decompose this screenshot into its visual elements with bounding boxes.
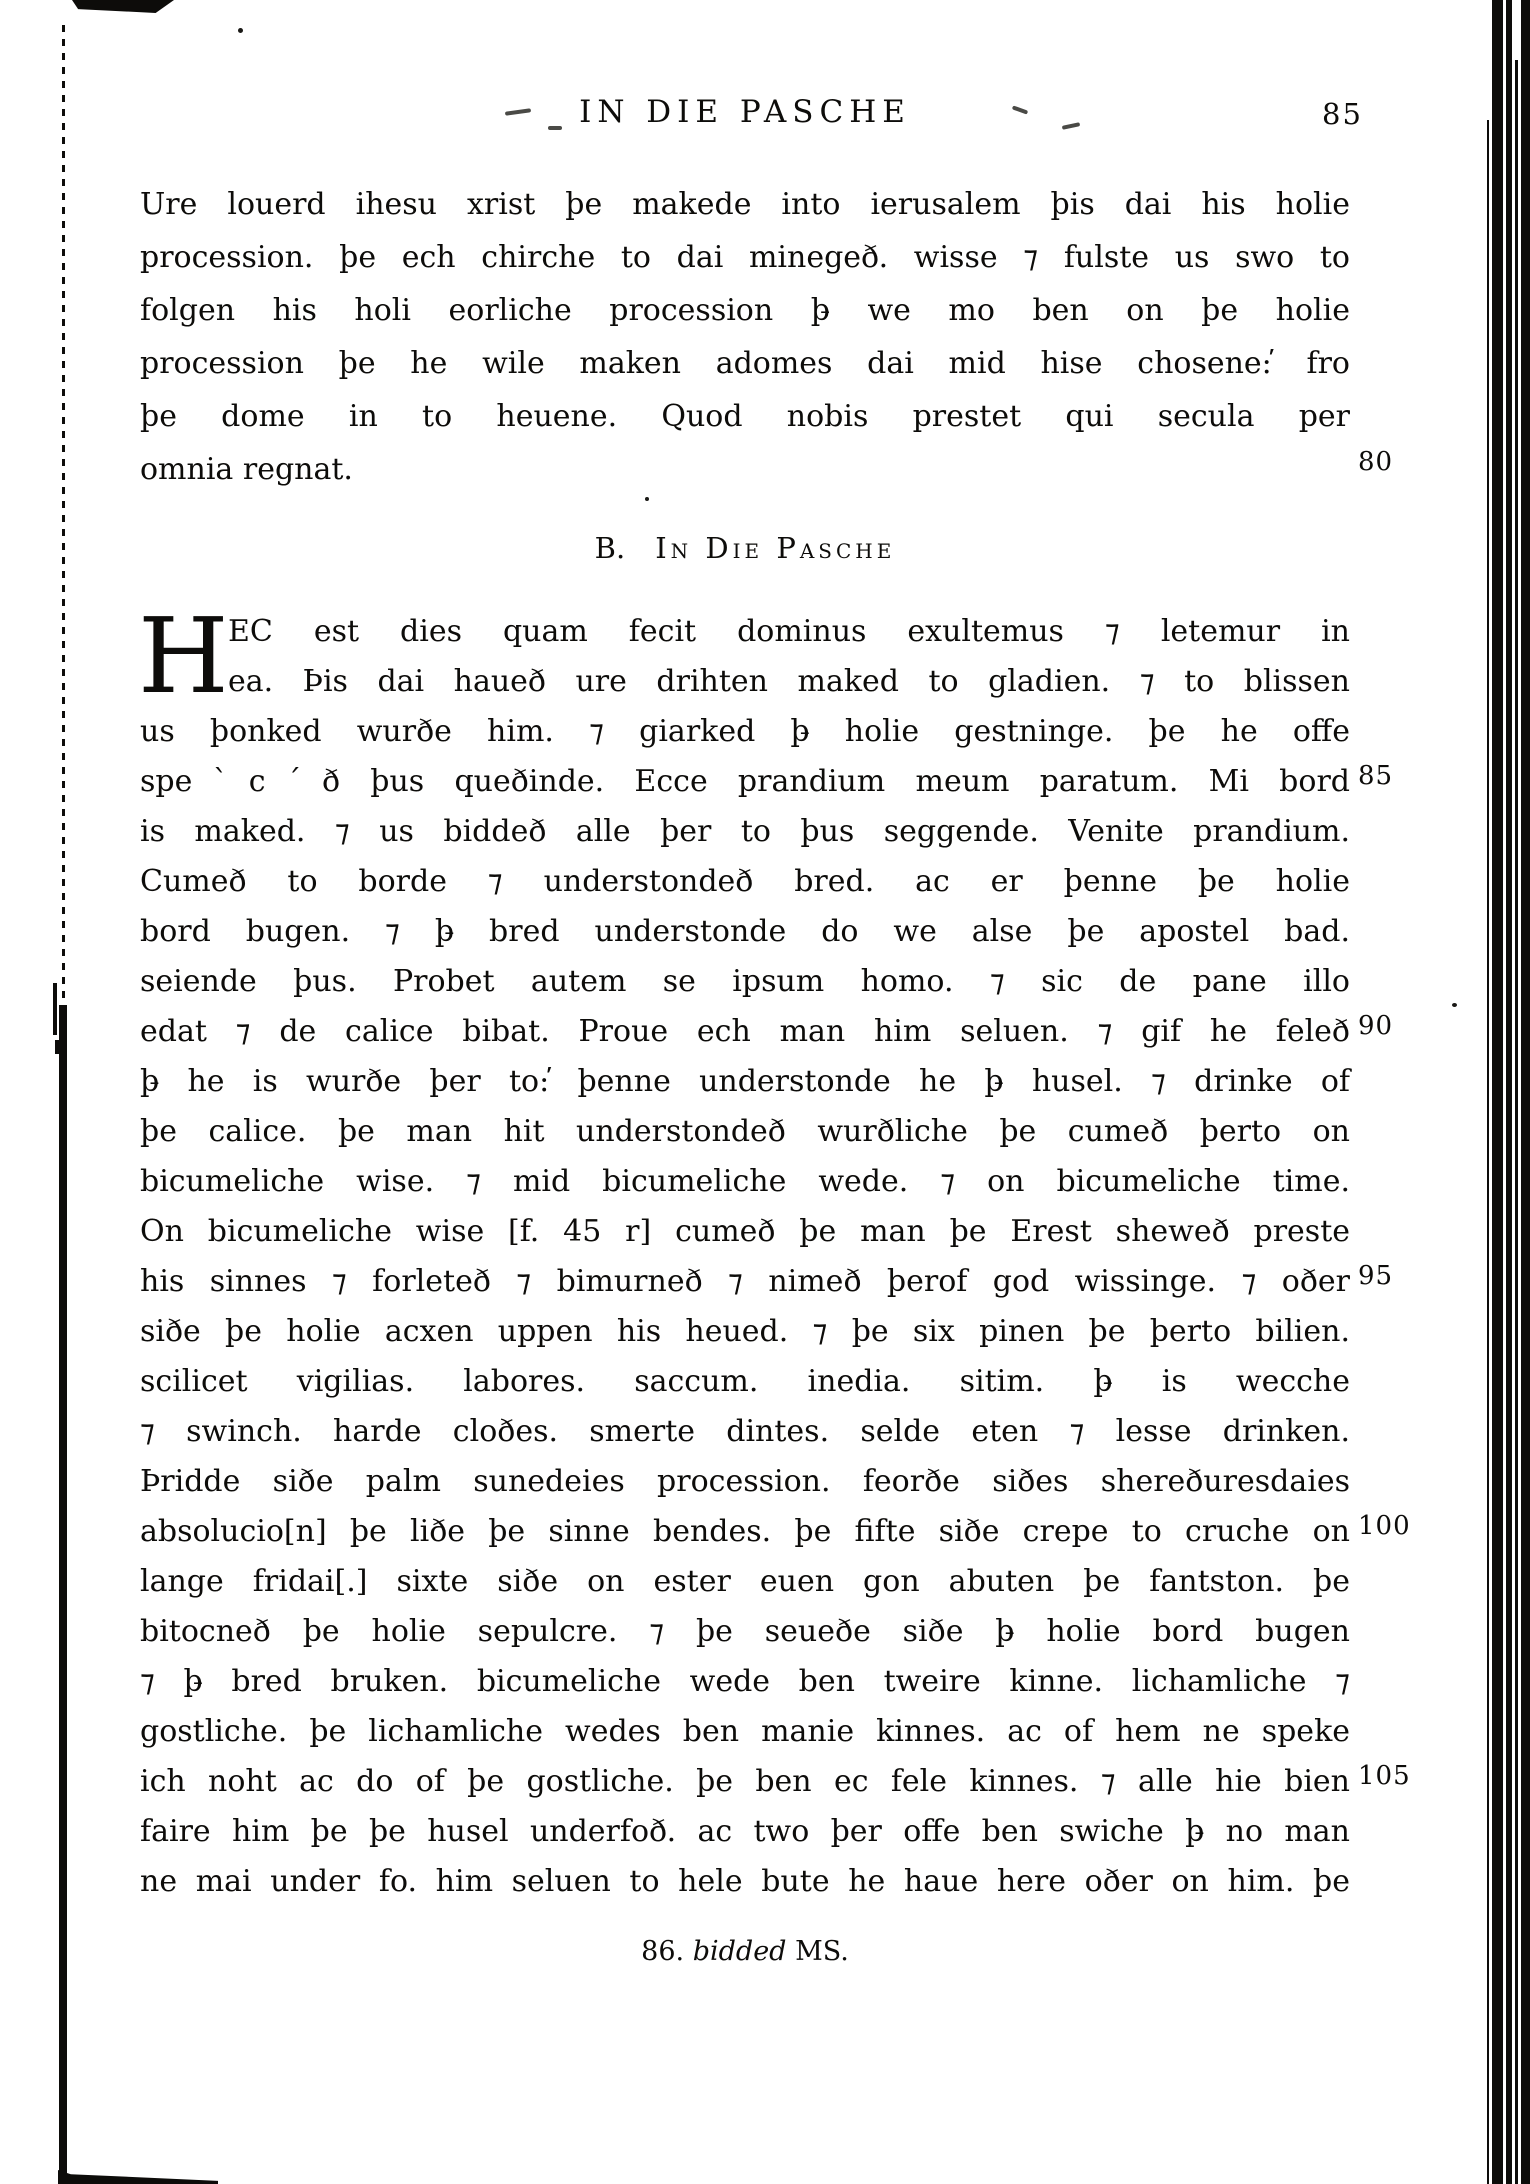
text-line: ⁊ þ̵ bred bruken. bicumeliche wede ben tweire kinne. lichamliche ⁊ [140,1664,1350,1699]
text-line: ne mai under fo. him seluen to hele bute he haue here oðer on him. þe [140,1864,1350,1899]
text-line: his sinnes ⁊ forleteð ⁊ bimurneð ⁊ nimeð þerof god wissinge. ⁊ oðer [140,1264,1350,1299]
page-crease-mark [62,25,65,1025]
section-label: B. [594,531,626,565]
text-line: EC est dies quam fecit dominus exultemus ⁊ letemur in [228,614,1350,649]
text-line: absolucio[n] þe liðe þe sinne bendes. þe fifte siðe crepe to cruche on [140,1514,1350,1549]
text-line: faire him þe þe husel underfoð. ac two þer offe ben swiche þ̵ no man [140,1814,1350,1849]
drop-cap-initial: H [138,595,229,717]
ink-speck [645,497,649,501]
text-line: Þridde siðe palm sunedeies procession. feorðe siðes shereðuresdaies [140,1464,1350,1499]
text-line: þ̵ he is wurðe þer to:̕ þenne understonde he þ̵ husel. ⁊ drinke of [140,1064,1350,1099]
text-line: procession. þe ech chirche to dai minegeð. wisse ⁊ fulste us swo to [140,240,1350,275]
text-line: ⁊ swinch. harde cloðes. smerte dintes. selde eten ⁊ lesse drinken. [140,1414,1350,1449]
text-line: lange fridai[.] sixte siðe on ester euen gon abuten þe fantston. þe [140,1564,1350,1599]
text-line: Cumeð to borde ⁊ understondeð bred. ac er þenne þe holie [140,864,1350,899]
text-line: edat ⁊ de calice bibat. Proue ech man him seluen. ⁊ gif he feleð [140,1014,1350,1049]
margin-line-number: 90 [1358,1011,1394,1041]
scan-corner-artifact [72,0,174,13]
running-header: IN DIE PASCHE [579,94,911,130]
text-line: þe calice. þe man hit understondeð wurðliche þe cumeð þerto on [140,1114,1350,1149]
margin-line-number: 80 [1358,447,1394,477]
text-line: is maked. ⁊ us biddeð alle þer to þus seggende. Venite prandium. [140,814,1350,849]
footnote-source: MS. [795,1936,849,1967]
text-line: seiende þus. Probet autem se ipsum homo. ⁊ sic de pane illo [140,964,1350,999]
section-heading [140,531,1350,565]
text-line: Ure louerd ihesu xrist þe makede into ierusalem þis dai his holie [140,187,1350,222]
paragraph-previous-homily-end [140,178,1394,496]
text-line: On bicumeliche wise [f. 45 r] cumeð þe man þe Erest sheweð preste [140,1214,1350,1249]
text-line: bitocneð þe holie sepulcre. ⁊ þe seueðe siðe þ̵ holie bord bugen [140,1614,1350,1649]
scan-corner-artifact [58,2170,218,2184]
page-crease-mark [53,983,57,1035]
margin-line-number: 95 [1358,1261,1394,1291]
footnote-line-ref: 86. [641,1936,685,1967]
margin-line-number: 85 [1358,761,1394,791]
page-crease-mark [55,1040,59,1054]
scan-edge-line [1487,120,1489,2184]
section-title: In Die Pasche [655,531,896,565]
footnote-ms-reading: bidded [692,1936,787,1967]
text-line: ich noht ac do of þe gostliche. þe ben ec fele kinnes. ⁊ alle hie bien [140,1764,1350,1799]
scan-edge-band [1521,0,1530,2184]
ink-speck [1452,1003,1457,1007]
text-line: scilicet vigilias. labores. saccum. inedia. sitim. þ̵ is wecche [140,1364,1350,1399]
text-line: omnia regnat. [140,452,353,487]
text-line: folgen his holi eorliche procession þ̵ we mo ben on þe holie [140,293,1350,328]
scan-edge-band [1492,0,1503,2184]
text-line: bord bugen. ⁊ þ̵ bred understonde do we alse þe apostel bad. [140,914,1350,949]
text-line: siðe þe holie acxen uppen his heued. ⁊ þe six pinen þe þerto bilien. [140,1314,1350,1349]
margin-line-number: 100 [1358,1511,1411,1541]
margin-line-number: 105 [1358,1761,1411,1791]
text-line: ea. Þis dai haueð ure drihten maked to gladien. ⁊ to blissen [228,664,1350,699]
text-line: gostliche. þe lichamliche wedes ben manie kinnes. ac of hem ne speke [140,1714,1350,1749]
text-line: bicumeliche wise. ⁊ mid bicumeliche wede. ⁊ on bicumeliche time. [140,1164,1350,1199]
text-line: procession þe he wile maken adomes dai mid hise chosene:̕ fro [140,346,1350,381]
ink-speck [238,28,243,33]
page-number: 85 [1322,97,1363,131]
paragraph-homily-body [138,595,1411,1907]
text-line: speˋcˊð þus queðinde. Ecce prandium meum paratum. Mi bord [140,764,1350,799]
page-crease-mark [59,1005,67,2184]
footnote [140,1936,1350,1967]
scan-edge-band [1506,0,1512,2184]
text-line: þe dome in to heuene. Quod nobis prestet qui secula per [140,399,1350,434]
text-line: us þonked wurðe him. ⁊ giarked þ̵ holie gestninge. þe he offe [140,714,1350,749]
scan-edge-line [1515,60,1518,2184]
